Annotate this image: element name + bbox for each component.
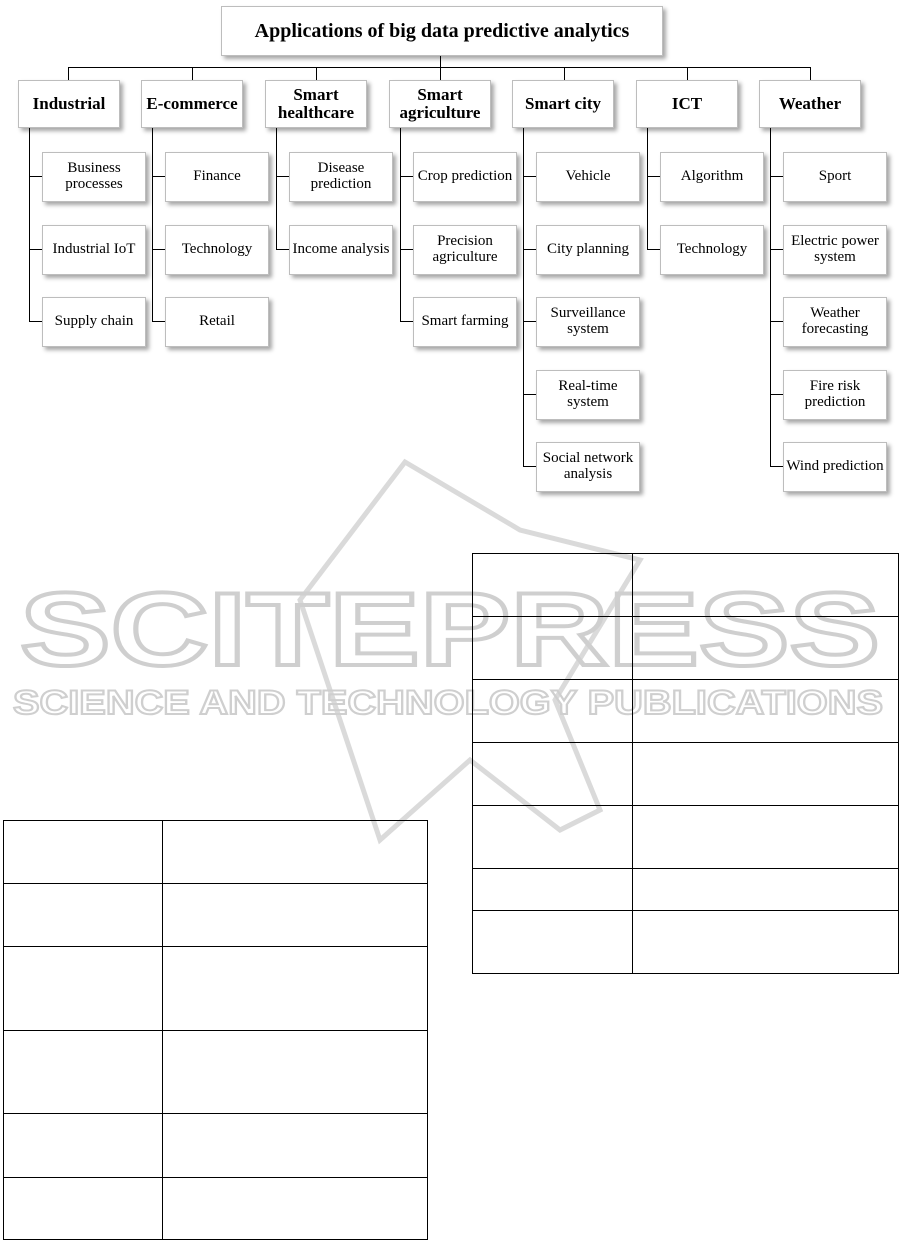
tick [770,466,783,467]
table-cell [163,1178,428,1240]
tick [152,249,165,250]
tick [770,321,783,322]
tick [647,249,660,250]
watermark-title: SCITEPRESS [20,572,880,688]
tick [770,176,783,177]
item-algorithm: Algorithm [660,152,764,202]
cat-drop-3 [316,67,317,80]
tick [152,321,165,322]
item-electric-power-system: Electric power system [783,225,887,275]
table-cell [473,743,633,806]
item-fire-risk-prediction: Fire risk prediction [783,370,887,420]
table-cell [633,743,899,806]
item-sport: Sport [783,152,887,202]
category-ict: ICT [636,80,738,128]
tick [523,176,536,177]
table-cell [633,911,899,974]
table-cell [4,1114,163,1178]
item-industrial-iot: Industrial IoT [42,225,146,275]
item-vehicle: Vehicle [536,152,640,202]
category-weather: Weather [759,80,861,128]
item-wind-prediction: Wind prediction [783,442,887,492]
table-cell [473,680,633,743]
tick [152,176,165,177]
item-city-planning: City planning [536,225,640,275]
item-real-time-system: Real-time system [536,370,640,420]
root-stem [440,56,441,67]
tick [523,321,536,322]
item-business-processes: Business processes [42,152,146,202]
item-retail: Retail [165,297,269,347]
table-cell [163,884,428,947]
category-industrial: Industrial [18,80,120,128]
spine-ict [647,128,648,250]
tick [400,249,413,250]
table-cell [633,680,899,743]
tick [523,394,536,395]
spine-industrial [29,128,30,322]
table-cell [473,554,633,617]
tick [400,176,413,177]
spine-city [523,128,524,467]
tick [523,249,536,250]
table-cell [4,947,163,1031]
item-technology-ict: Technology [660,225,764,275]
tick [647,176,660,177]
tick [770,249,783,250]
table-cell [473,869,633,911]
cat-drop-4 [440,67,441,80]
tick [29,321,42,322]
item-income-analysis: Income analysis [289,225,393,275]
item-social-network-analysis: Social network analysis [536,442,640,492]
item-crop-prediction: Crop prediction [413,152,517,202]
table-right [472,553,899,974]
item-smart-farming: Smart farming [413,297,517,347]
tick [29,176,42,177]
table-cell [473,911,633,974]
item-precision-agriculture: Precision agriculture [413,225,517,275]
tick [276,249,289,250]
item-finance: Finance [165,152,269,202]
spine-agriculture [400,128,401,322]
table-cell [163,821,428,884]
spine-ecommerce [152,128,153,322]
category-smart-healthcare: Smart healthcare [265,80,367,128]
cat-drop-2 [192,67,193,80]
root-node: Applications of big data predictive analytics [221,6,663,56]
tick [770,394,783,395]
cat-drop-1 [68,67,69,80]
table-cell [633,617,899,680]
tick [523,466,536,467]
item-supply-chain: Supply chain [42,297,146,347]
watermark-subtitle: SCIENCE AND TECHNOLOGY PUBLICATIONS [13,684,883,722]
table-cell [163,1114,428,1178]
table-cell [4,821,163,884]
category-smart-agriculture: Smart agriculture [389,80,491,128]
cat-drop-5 [564,67,565,80]
spine-weather [770,128,771,467]
table-cell [4,884,163,947]
tick [400,321,413,322]
table-cell [163,947,428,1031]
spine-healthcare [276,128,277,250]
table-left [3,820,428,1240]
category-ecommerce: E-commerce [141,80,243,128]
tick [276,176,289,177]
table-cell [473,806,633,869]
cat-drop-6 [687,67,688,80]
table-cell [633,869,899,911]
item-disease-prediction: Disease prediction [289,152,393,202]
table-cell [633,554,899,617]
category-smart-city: Smart city [512,80,614,128]
cat-drop-7 [810,67,811,80]
item-technology-ecommerce: Technology [165,225,269,275]
item-surveillance-system: Surveillance system [536,297,640,347]
table-cell [4,1031,163,1114]
table-cell [163,1031,428,1114]
table-cell [4,1178,163,1240]
table-cell [473,617,633,680]
item-weather-forecasting: Weather forecasting [783,297,887,347]
table-cell [633,806,899,869]
tick [29,249,42,250]
